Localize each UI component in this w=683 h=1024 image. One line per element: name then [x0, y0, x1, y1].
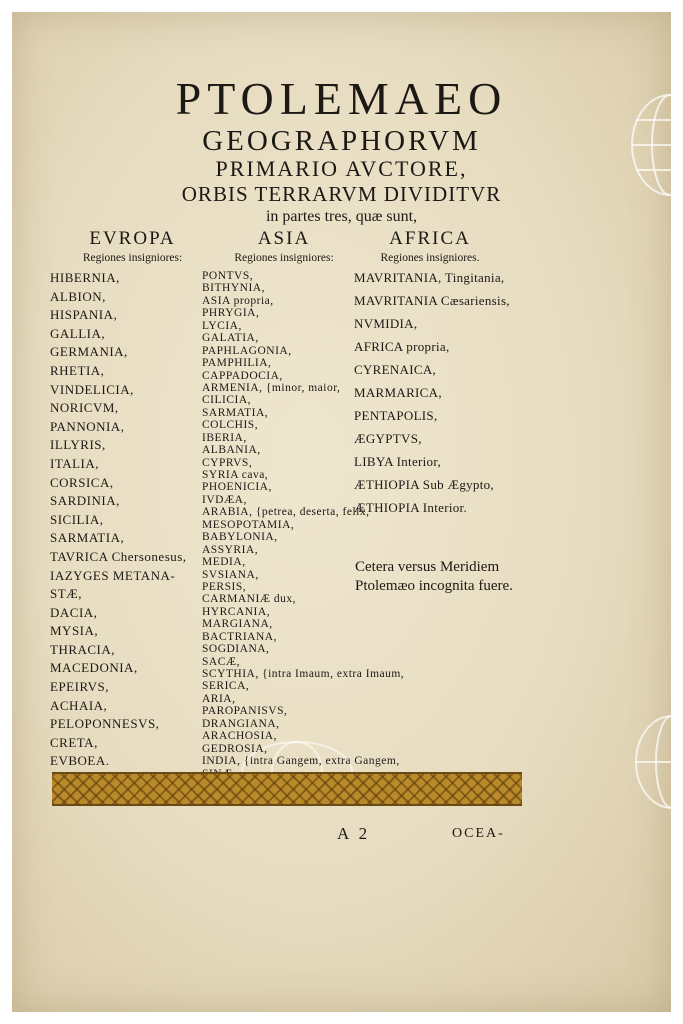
europa-region-item: ITALIA,: [50, 455, 100, 471]
europa-region-item: STÆ,: [50, 586, 82, 602]
asia-region-item: PAPHLAGONIA,: [202, 344, 292, 357]
asia-region-item: PHRYGIA,: [202, 307, 260, 320]
africa-region-list: [354, 270, 510, 523]
asia-region-item: SYRIA cava,: [202, 469, 269, 481]
title-line-2: GEOGRAPHORVM: [202, 125, 481, 157]
europa-heading: EVROPA: [89, 228, 176, 249]
book-page: [12, 12, 671, 1012]
asia-region-item: CARMANIÆ dux,: [202, 593, 297, 606]
asia-heading: ASIA: [257, 228, 311, 249]
europa-region-item: HISPANIA,: [50, 307, 118, 323]
asia-region-item: SACÆ,: [202, 655, 240, 668]
asia-region-item: MARGIANA,: [202, 618, 273, 631]
europa-region-item: TAVRICA Chersonesus,: [50, 548, 187, 564]
europa-region-item: SICILIA,: [50, 511, 104, 527]
asia-region-item: SERICA,: [202, 680, 250, 693]
europa-region-item: RHETIA,: [50, 362, 105, 378]
europa-region-item: GERMANIA,: [50, 344, 128, 360]
asia-region-item: SOGDIANA,: [202, 643, 270, 656]
ornamental-band: [52, 772, 522, 806]
asia-region-item: PHOENICIA,: [202, 481, 272, 494]
title-line-5: in partes tres, quæ sunt,: [265, 208, 418, 225]
europa-region-item: IAZYGES METANA-: [50, 567, 176, 583]
africa-region-item: MARMARICA,: [354, 385, 442, 400]
africa-region-item: CYRENAICA,: [354, 362, 437, 377]
asia-region-item: PAROPANISVS,: [202, 705, 288, 718]
globe-watermark-icon: [634, 712, 678, 812]
asia-region-item: MESOPOTAMIA,: [202, 518, 295, 531]
asia-region-item: IBERIA,: [202, 431, 247, 444]
asia-region-item: INDIA, {intra Gangem, extra Gangem,: [202, 755, 400, 768]
asia-region-item: DRANGIANA,: [202, 717, 280, 730]
asia-region-item: SARMATIA,: [202, 406, 269, 419]
asia-region-item: BABYLONIA,: [202, 531, 278, 544]
asia-region-item: PONTVS,: [202, 270, 254, 282]
europa-region-item: NORICVM,: [50, 400, 119, 416]
asia-region-item: ASSYRIA,: [202, 543, 259, 556]
title-line-3: PRIMARIO AVCTORE,: [215, 156, 468, 181]
asia-region-item: ARMENIA, {minor, maior,: [202, 381, 341, 394]
africa-region-item: LIBYA Interior,: [354, 454, 442, 469]
africa-heading: AFRICA: [389, 228, 471, 249]
asia-region-item: SCYTHIA, {intra Imaum, extra Imaum,: [202, 668, 405, 680]
europa-region-item: SARDINIA,: [50, 493, 120, 509]
asia-region-item: SVSIANA,: [202, 568, 259, 581]
europa-region-item: THRACIA,: [50, 641, 116, 657]
europa-region-item: VINDELICIA,: [50, 381, 134, 397]
asia-region-item: BITHYNIA,: [202, 282, 265, 295]
europa-subheading: Regiones insigniores:: [82, 252, 183, 264]
africa-column-header: [350, 228, 510, 264]
asia-region-item: LYCIA,: [202, 319, 242, 332]
asia-subheading: Regiones insigniores:: [234, 252, 334, 264]
catchword: OCEA-: [452, 826, 505, 841]
europa-region-item: CRETA,: [50, 734, 98, 750]
asia-region-item: HYRCANIA,: [202, 605, 271, 618]
europa-region-item: PELOPONNESVS,: [50, 716, 160, 732]
asia-region-item: CILICIA,: [202, 394, 252, 407]
asia-region-item: BACTRIANA,: [202, 630, 277, 643]
asia-region-item: ARIA,: [202, 692, 236, 705]
asia-region-item: GALATIA,: [202, 332, 259, 345]
europa-region-item: GALLIA,: [50, 325, 106, 341]
europa-column-header: [50, 228, 215, 264]
europa-region-item: EVBOEA.: [50, 753, 110, 769]
asia-region-item: GEDROSIA,: [202, 742, 268, 755]
asia-region-item: IVDÆA,: [202, 493, 247, 506]
asia-region-item: ASIA propria,: [202, 294, 274, 307]
africa-subheading: Regiones insigniores.: [380, 252, 480, 264]
asia-region-item: ARABIA, {petrea, deserta, felix,: [202, 506, 370, 519]
asia-region-item: MEDIA,: [202, 556, 246, 569]
asia-region-item: PERSIS,: [202, 580, 247, 593]
africa-region-item: MAVRITANIA Cæsariensis,: [354, 293, 510, 308]
europa-region-item: EPEIRVS,: [50, 679, 109, 695]
asia-region-item: PAMPHILIA,: [202, 357, 272, 370]
europa-region-item: CORSICA,: [50, 474, 114, 490]
title-line-4: ORBIS TERRARVM DIVIDITVR: [181, 182, 502, 206]
closing-note: Cetera versus Meridiem Ptolemæo incognita fuere.: [355, 559, 513, 594]
europa-region-item: ACHAIA,: [50, 697, 108, 713]
africa-region-item: NVMIDIA,: [354, 316, 418, 331]
europa-region-item: MYSIA,: [50, 623, 99, 639]
africa-region-item: AFRICA propria,: [354, 339, 450, 354]
europa-region-item: HIBERNIA,: [50, 270, 120, 285]
africa-region-item: ÆGYPTVS,: [354, 431, 422, 446]
asia-region-item: ALBANIA,: [202, 444, 261, 457]
africa-region-item: ÆTHIOPIA Sub Ægypto,: [354, 477, 494, 492]
europa-region-item: ALBION,: [50, 288, 106, 304]
africa-region-item: MAVRITANIA, Tingitania,: [354, 270, 505, 285]
europa-region-item: SARMATIA,: [50, 530, 125, 546]
asia-region-item: CAPPADOCIA,: [202, 369, 283, 382]
asia-region-item: ARACHOSIA,: [202, 730, 277, 743]
asia-region-item: COLCHIS,: [202, 419, 259, 432]
europa-region-item: ILLYRIS,: [50, 437, 106, 453]
africa-region-item: ÆTHIOPIA Interior.: [354, 500, 467, 515]
europa-region-item: DACIA,: [50, 604, 98, 620]
signature-mark: A 2: [337, 824, 371, 843]
europa-region-list: [50, 270, 187, 772]
europa-region-item: MACEDONIA,: [50, 660, 138, 676]
asia-region-item: CYPRVS,: [202, 456, 253, 469]
europa-region-item: PANNONIA,: [50, 418, 125, 434]
title-line-1: PTOLEMAEO: [175, 73, 508, 124]
africa-region-item: PENTAPOLIS,: [354, 408, 438, 423]
asia-column-header: [200, 228, 368, 264]
